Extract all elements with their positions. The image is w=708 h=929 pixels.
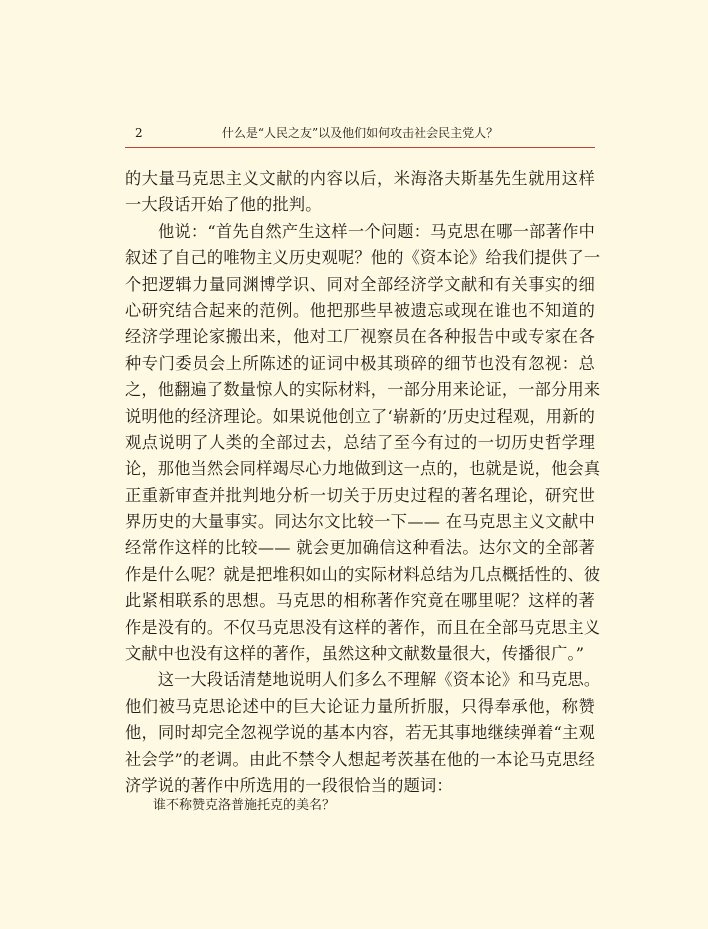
text-line: 经常作这样的比较—— 就会更加确信这种看法。达尔文的全部著 [125, 538, 595, 558]
text-line: 论，那他当然会同样竭尽心力地做到这一点的，也就是说，他会真 [125, 459, 601, 479]
text-line: 心研究结合起来的范例。他把那些早被遗忘或现在谁也不知道的 [125, 300, 595, 320]
page-number: 2 [135, 126, 143, 140]
text-line: 他们被马克思论述中的巨大论证力量所折服，只得奉承他，称赞 [125, 696, 595, 716]
text-line: 叙述了自己的唯物主义历史观呢？他的《资本论》给我们提供了一 [125, 248, 601, 268]
text-line: 之，他翻遍了数量惊人的实际材料，一部分用来论证，一部分用来 [125, 380, 601, 400]
text-line: 社会学”的老调。由此不禁令人想起考茨基在他的一本论马克思经 [125, 749, 595, 769]
text-line: 作是没有的。不仅马克思没有这样的著作，而且在全部马克思主义 [125, 617, 601, 637]
text-line: 这一大段话清楚地说明人们多么不理解《资本论》和马克思。 [125, 670, 601, 690]
text-line: 正重新审查并批判地分析一切关于历史过程的著名理论，研究世 [125, 485, 595, 505]
running-header [125, 123, 595, 145]
text-line: 他说：“首先自然产生这样一个问题：马克思在哪一部著作中 [125, 221, 595, 241]
text-line: 种专门委员会上所陈述的证词中极其琐碎的细节也没有忽视：总 [125, 353, 595, 373]
header-rule [125, 147, 595, 148]
text-line: 他，同时却完全忽视学说的基本内容，若无其事地继续弹着“主观 [125, 723, 595, 743]
text-line: 界历史的大量事实。同达尔文比较一下—— 在马克思主义文献中 [125, 512, 595, 532]
text-line: 个把逻辑力量同渊博学识、同对全部经济学文献和有关事实的细 [125, 274, 595, 294]
text-line: 观点说明了人类的全部过去，总结了至今有过的一切历史哲学理 [125, 432, 595, 452]
text-line: 一大段话开始了他的批判。 [125, 195, 322, 215]
text-line: 经济学理论家搬出来，他对工厂视察员在各种报告中或专家在各 [125, 327, 595, 347]
text-line: 的大量马克思主义文献的内容以后，米海洛夫斯基先生就用这样 [125, 169, 595, 188]
running-title: 什么是“人民之友”以及他们如何攻击社会民主党人？ [221, 126, 499, 140]
epigraph: 谁不称赞克洛普施托克的美名？ [153, 798, 336, 813]
text-line: 济学说的著作中所选用的一段很恰当的题词： [125, 775, 453, 795]
text-line: 文献中也没有这样的著作，虽然这种文献数量很大，传播很广。” [125, 644, 585, 664]
text-line: 说明他的经济理论。如果说他创立了‘崭新的’历史过程观，用新的 [125, 406, 595, 426]
body-text [125, 166, 601, 799]
text-line: 作是什么呢？就是把堆积如山的实际材料总结为几点概括性的、彼 [125, 564, 601, 584]
text-line: 此紧相联系的思想。马克思的相称著作究竟在哪里呢？这样的著 [125, 591, 595, 611]
